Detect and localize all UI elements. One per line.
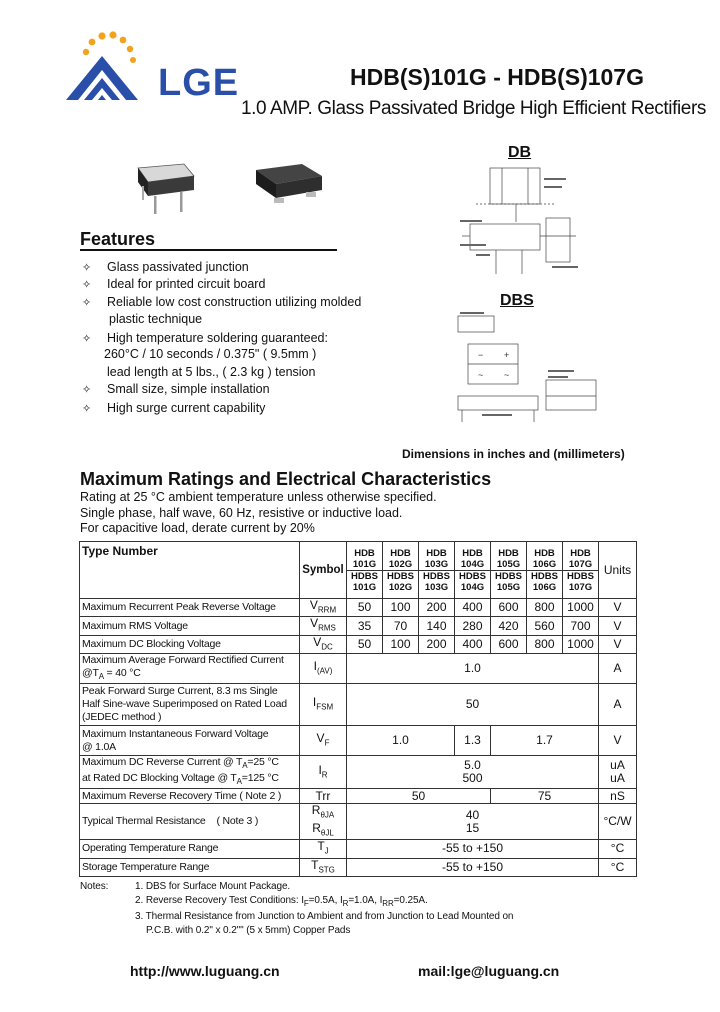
feature-item: ✧ High temperature soldering guaranteed: (82, 331, 328, 345)
table-row: Maximum DC Blocking Voltage $V_{DC}$ 50 100 200 400 600 800 1000 V (80, 635, 637, 653)
type-cell: HDB 106G HDBS 106G (527, 542, 563, 599)
brand-name: LGE (158, 62, 240, 104)
dbs-package-label: DBS (500, 292, 534, 309)
symbol-header: Symbol (300, 542, 347, 599)
feature-item-continuation: 260°C / 10 seconds / 0.375" ( 9.5mm ) (104, 347, 317, 361)
feature-item: ✧ Small size, simple installation (82, 382, 270, 396)
type-cell: HDB 102G HDBS 102G (383, 542, 419, 599)
ratings-line: Rating at 25 °C ambient temperature unless otherwise specified. (80, 490, 437, 504)
feature-item: ✧ High surge current capability (82, 401, 266, 415)
ratings-line: Single phase, half wave, 60 Hz, resistive or inductive load. (80, 506, 403, 520)
features-heading: Features (80, 229, 156, 249)
type-number-header: Type Number (80, 542, 300, 599)
feature-item: ✧ Glass passivated junction (82, 260, 249, 274)
table-row: Storage Temperature Range $T_{STG}$ -55 to +150 °C (80, 858, 637, 876)
dbs-dimension-drawing (452, 310, 602, 438)
type-cell: HDB 101G HDBS 101G (347, 542, 383, 599)
notes-label: Notes: (80, 881, 109, 892)
page-subtitle: 1.0 AMP. Glass Passivated Bridge High Efficient Rectifiers (240, 98, 706, 119)
lge-logo-icon (62, 30, 158, 106)
units-header: Units (599, 542, 637, 599)
dimension-caption: Dimensions in inches and (millimeters) (402, 447, 625, 461)
feature-item: ✧ Reliable low cost construction utilizing molded (82, 295, 362, 309)
feature-item-continuation: plastic technique (109, 312, 203, 326)
table-row: Maximum Recurrent Peak Reverse Voltage $V_{RRM}$ 50 100 200 400 600 800 1000 V (80, 599, 637, 617)
type-cell: HDB 104G HDBS 104G (455, 542, 491, 599)
table-row: Maximum Average Forward Rectified Current $@T_A = 40$ °C $I_{(AV)}$ 1.0 A (80, 654, 637, 684)
table-row: Operating Temperature Range $T_J$ -55 to +150 °C (80, 840, 637, 858)
notes-block: Notes: 1. DBS for Surface Mount Package. 2. Reverse Recovery Test Conditions: $I_F=0.5A$, $I_R=1.0A$, $I_{RR}=0.25A$. 3. Thermal Resistance from Junction to Ambient and from Junction to Lead Mounted on P.C.B. with 0.2" x 0.2"" (5 x 5mm) Copper Pads (80, 881, 514, 936)
footer-email-link[interactable]: mail:lge@luguang.cn (418, 963, 560, 979)
db-dimension-drawing (456, 162, 596, 280)
svg-text:+: + (504, 350, 510, 360)
table-row: Maximum DC Reverse Current @ $T_A=25$ °C at Rated DC Blocking Voltage @ $T_A=125$ °C $I_R$ 5.0 500 uA uA (80, 756, 637, 789)
dbs-package-photo (250, 158, 328, 210)
ratings-heading: Maximum Ratings and Electrical Characteristics (80, 469, 492, 489)
type-cell: HDB 103G HDBS 103G (419, 542, 455, 599)
table-header-row (80, 542, 637, 599)
features-underline (80, 249, 337, 251)
table-row: Maximum Reverse Recovery Time ( Note 2 ) Trr 50 75 nS (80, 789, 637, 804)
ratings-table (79, 541, 637, 877)
table-row: Maximum Instantaneous Forward Voltage @ 1.0A $V_F$ 1.0 1.3 1.7 V (80, 726, 637, 756)
db-package-label: DB (508, 144, 532, 161)
svg-text:−: − (478, 350, 484, 360)
page-title: HDB(S)101G - HDB(S)107G (350, 64, 644, 90)
feature-item-continuation: lead length at 5 lbs., ( 2.3 kg ) tension (107, 365, 316, 379)
table-row: Maximum RMS Voltage $V_{RMS}$ 35 70 140 280 420 560 700 V (80, 617, 637, 635)
table-row: Typical Thermal Resistance ( Note 3 ) $R_{\theta JA}$ $R_{\theta JL}$ 40 15 °C/W (80, 804, 637, 840)
type-cell: HDB 107G HDBS 107G (563, 542, 599, 599)
db-package-photo (130, 160, 200, 216)
table-row: Peak Forward Surge Current, 8.3 ms Single Half Sine-wave Superimposed on Rated Load (JEDEC method ) $I_{FSM}$ 50 A (80, 684, 637, 726)
ratings-line: For capacitive load, derate current by 20% (80, 521, 315, 535)
type-cell: HDB 105G HDBS 105G (491, 542, 527, 599)
feature-item: ✧ Ideal for printed circuit board (82, 277, 266, 291)
footer-website-link[interactable]: http://www.luguang.cn (130, 963, 280, 979)
svg-text:~: ~ (478, 370, 484, 380)
svg-text:~: ~ (504, 370, 510, 380)
